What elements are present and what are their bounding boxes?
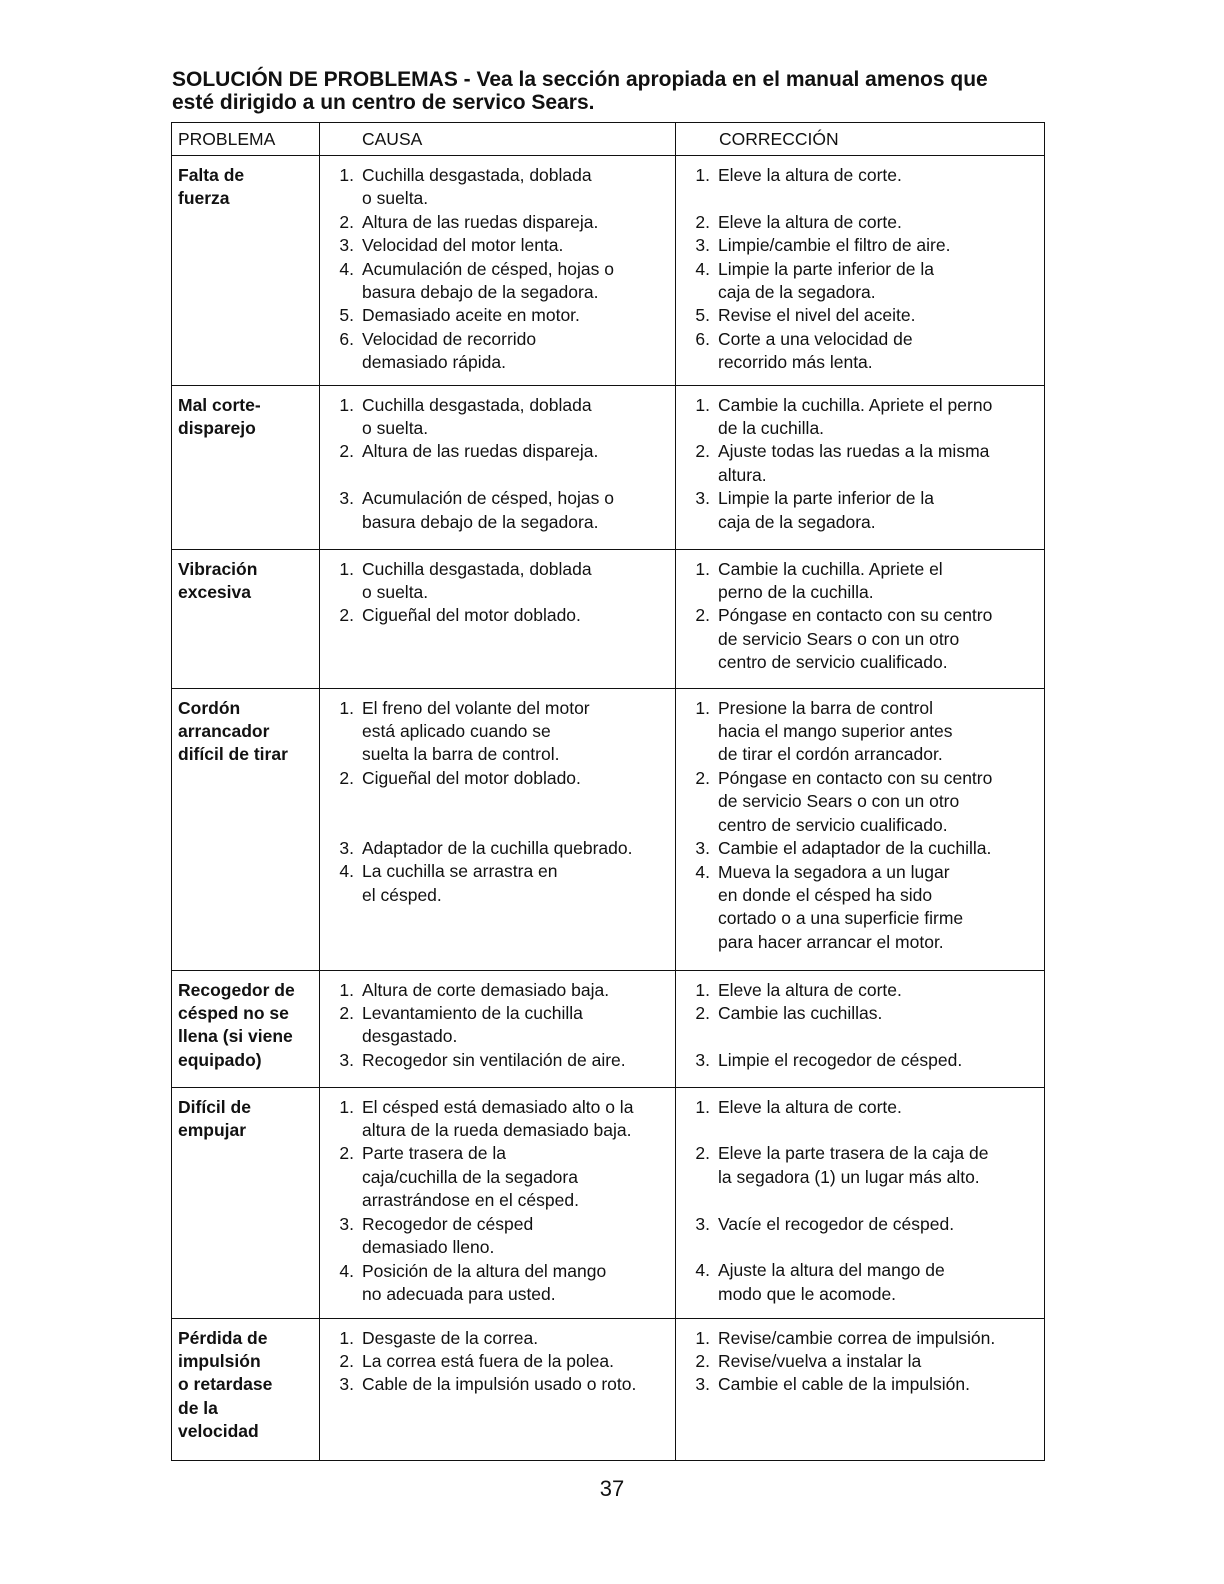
cause-item — [320, 1350, 673, 1373]
header-problema: PROBLEMA — [172, 123, 320, 156]
item-text-line: o suelta. — [362, 418, 429, 439]
item-number: 3. — [339, 235, 354, 256]
item-number: 1. — [695, 697, 710, 718]
correction-item — [676, 837, 1042, 860]
problem-cell — [172, 1087, 320, 1318]
item-number: 1. — [339, 979, 354, 1000]
item-text — [362, 487, 673, 534]
problem-line: Falta de — [178, 165, 245, 185]
item-number: 3. — [695, 488, 710, 509]
cause-item — [320, 164, 673, 211]
item-number: 3. — [695, 235, 710, 256]
item-text-line: recorrido más lenta. — [718, 352, 873, 373]
correction-item — [676, 558, 1042, 605]
item-text — [718, 1002, 1042, 1049]
cause-item — [320, 1002, 673, 1049]
correction-item — [676, 234, 1042, 257]
item-number: 1. — [695, 394, 710, 415]
item-text-line: Limpie/cambie el filtro de aire. — [718, 235, 951, 256]
item-number: 2. — [339, 767, 354, 788]
item-number: 2. — [695, 441, 710, 462]
item-text-line: Acumulación de césped, hojas o — [362, 488, 614, 509]
problem-line: césped no se — [178, 1003, 289, 1024]
correction-item — [676, 304, 1042, 327]
item-text-line: Cuchilla desgastada, doblada — [362, 558, 592, 579]
cause-cell — [320, 156, 676, 386]
correction-cell — [676, 970, 1045, 1087]
item-text-line: de servicio Sears o con un otro — [718, 791, 960, 812]
item-number: 3. — [695, 1213, 710, 1234]
item-number: 1. — [695, 979, 710, 1000]
item-text-line: Revise/vuelva a instalar la — [718, 1351, 922, 1372]
item-text — [718, 1259, 1042, 1306]
item-text-line: Velocidad del motor lenta. — [362, 235, 564, 256]
item-text-line: basura debajo de la segadora. — [362, 511, 599, 532]
item-number: 3. — [695, 838, 710, 859]
item-number: 4. — [695, 1260, 710, 1281]
table-row — [172, 385, 1045, 549]
item-number: 1. — [339, 1096, 354, 1117]
item-text-line: la segadora (1) un lugar más alto. — [718, 1166, 980, 1187]
item-text-line: demasiado rápida. — [362, 352, 506, 373]
item-text — [718, 440, 1042, 487]
problem-line: Difícil de — [178, 1096, 251, 1117]
problem-cell — [172, 1318, 320, 1460]
item-number: 6. — [695, 328, 710, 349]
problem-cell — [172, 688, 320, 970]
item-text-line: centro de servicio cualificado. — [718, 652, 948, 673]
item-text — [362, 1213, 673, 1260]
item-text-line: en donde el césped ha sido — [718, 884, 933, 905]
item-text-line: Desgaste de la correa. — [362, 1327, 539, 1348]
item-text-line: perno de la cuchilla. — [718, 582, 874, 603]
item-text-line — [718, 1189, 1042, 1212]
problem-line: Recogedor de — [178, 979, 295, 1000]
item-text-line: Ajuste todas las ruedas a la misma — [718, 441, 990, 462]
item-text-line: de tirar el cordón arrancador. — [718, 744, 943, 765]
problem-line: Mal corte- — [178, 394, 261, 415]
item-text — [718, 211, 1042, 234]
item-text-line: Cuchilla desgastada, doblada — [362, 165, 592, 185]
item-text — [362, 837, 673, 860]
correction-item — [676, 1259, 1042, 1306]
cause-item — [320, 1327, 673, 1350]
correction-item — [676, 487, 1042, 534]
item-text-line: caja de la segadora. — [718, 511, 876, 532]
item-text-line — [362, 790, 673, 813]
correction-item — [676, 979, 1042, 1002]
correction-item — [676, 1327, 1042, 1350]
item-number: 5. — [339, 305, 354, 326]
header-correccion: CORRECCIÓN — [676, 123, 1045, 156]
item-text-line: Parte trasera de la — [362, 1143, 506, 1164]
title-line-1: SOLUCIÓN DE PROBLEMAS - Vea la sección apropiada en el manual amenos que — [172, 68, 988, 91]
problem-line: velocidad — [178, 1421, 259, 1442]
cause-cell — [320, 385, 676, 549]
item-number: 2. — [695, 1351, 710, 1372]
item-text — [362, 604, 673, 627]
item-number: 4. — [339, 1260, 354, 1281]
item-number: 1. — [339, 1327, 354, 1348]
table-row — [172, 156, 1045, 386]
cause-item — [320, 1213, 673, 1260]
item-number: 4. — [695, 258, 710, 279]
item-text — [718, 234, 1042, 257]
item-text — [362, 440, 673, 487]
item-number: 3. — [695, 1374, 710, 1395]
item-text-line: Altura de las ruedas dispareja. — [362, 211, 599, 232]
correction-item — [676, 1002, 1042, 1049]
item-text — [718, 1213, 1042, 1260]
problem-line: llena (si viene — [178, 1026, 293, 1047]
problem-line: equipado) — [178, 1049, 262, 1070]
item-text — [718, 487, 1042, 534]
cause-item — [320, 697, 673, 767]
problem-line: impulsión — [178, 1351, 261, 1372]
item-text-line: altura de la rueda demasiado baja. — [362, 1120, 632, 1141]
item-text — [362, 1142, 673, 1212]
correction-cell — [676, 156, 1045, 386]
item-number: 5. — [695, 305, 710, 326]
item-text-line: Revise el nivel del aceite. — [718, 305, 916, 326]
item-text — [362, 164, 673, 211]
item-text-line: modo que le acomode. — [718, 1283, 897, 1304]
item-text-line: Ajuste la altura del mango de — [718, 1260, 945, 1281]
item-number: 4. — [339, 258, 354, 279]
item-text-line: caja de la segadora. — [718, 282, 876, 303]
cause-item — [320, 604, 673, 627]
correction-cell — [676, 549, 1045, 688]
item-text-line: Eleve la parte trasera de la caja de — [718, 1143, 989, 1164]
item-number: 2. — [339, 441, 354, 462]
item-number: 2. — [339, 605, 354, 626]
item-text — [362, 767, 673, 837]
item-text — [718, 697, 1042, 767]
item-text-line: El césped está demasiado alto o la — [362, 1096, 634, 1117]
cause-item — [320, 328, 673, 375]
item-text — [362, 394, 673, 441]
item-text — [362, 1373, 673, 1396]
item-number: 2. — [695, 605, 710, 626]
item-text-line — [718, 1025, 1042, 1048]
item-text-line: basura debajo de la segadora. — [362, 282, 599, 303]
item-text-line: Cambie las cuchillas. — [718, 1003, 883, 1024]
item-text — [362, 1049, 673, 1072]
item-number: 3. — [339, 838, 354, 859]
correction-item — [676, 1049, 1042, 1072]
title-line-2: esté dirigido a un centro de servico Sears. — [172, 91, 595, 114]
item-text-line: cortado o a una superficie firme — [718, 908, 964, 929]
item-text — [718, 1142, 1042, 1212]
item-text-line: demasiado lleno. — [362, 1237, 495, 1258]
item-text — [718, 304, 1042, 327]
item-text — [362, 558, 673, 605]
item-text — [718, 604, 1042, 674]
cause-item — [320, 304, 673, 327]
problem-line: de la — [178, 1397, 218, 1418]
correction-item — [676, 604, 1042, 674]
item-text — [718, 394, 1042, 441]
item-text — [362, 979, 673, 1002]
cause-item — [320, 1260, 673, 1307]
item-number: 1. — [695, 1096, 710, 1117]
item-text — [718, 861, 1042, 955]
item-text-line: para hacer arrancar el motor. — [718, 931, 944, 952]
item-number: 3. — [695, 1049, 710, 1070]
item-text — [718, 1373, 1042, 1396]
item-text-line: Altura de las ruedas dispareja. — [362, 441, 599, 462]
correction-cell — [676, 1087, 1045, 1318]
item-text-line: Recogedor sin ventilación de aire. — [362, 1049, 626, 1070]
item-text — [362, 1350, 673, 1373]
cause-item — [320, 1049, 673, 1072]
header-causa: CAUSA — [320, 123, 676, 156]
problem-line: empujar — [178, 1120, 247, 1141]
correction-cell — [676, 1318, 1045, 1460]
item-number: 2. — [695, 211, 710, 232]
item-text — [362, 1096, 673, 1143]
cause-item — [320, 558, 673, 605]
problem-line: o retardase — [178, 1374, 273, 1395]
item-text — [718, 837, 1042, 860]
item-text-line: El freno del volante del motor — [362, 697, 590, 718]
table-row — [172, 549, 1045, 688]
item-text-line: Demasiado aceite en motor. — [362, 305, 580, 326]
item-text-line: Cambie el adaptador de la cuchilla. — [718, 838, 992, 859]
item-number: 3. — [339, 1374, 354, 1395]
item-text-line: Corte a una velocidad de — [718, 328, 913, 349]
correction-item — [676, 697, 1042, 767]
item-text — [718, 767, 1042, 837]
cause-cell — [320, 688, 676, 970]
cause-cell — [320, 970, 676, 1087]
problem-line: excesiva — [178, 582, 251, 603]
item-text-line — [362, 464, 673, 487]
item-number: 1. — [695, 165, 710, 185]
problem-cell — [172, 549, 320, 688]
item-text — [718, 328, 1042, 375]
item-text-line: está aplicado cuando se — [362, 721, 551, 742]
item-text-line: hacia el mango superior antes — [718, 721, 953, 742]
table-row — [172, 1087, 1045, 1318]
item-number: 2. — [339, 1003, 354, 1024]
item-number: 2. — [339, 1351, 354, 1372]
item-number: 2. — [695, 1143, 710, 1164]
problem-line: difícil de tirar — [178, 744, 288, 765]
item-text-line: desgastado. — [362, 1026, 458, 1047]
correction-item — [676, 440, 1042, 487]
item-text-line: no adecuada para usted. — [362, 1283, 556, 1304]
problem-line: Pérdida de — [178, 1327, 268, 1348]
item-text-line: de servicio Sears o con un otro — [718, 628, 960, 649]
correction-item — [676, 1350, 1042, 1373]
problem-line: disparejo — [178, 418, 256, 439]
troubleshooting-table — [171, 122, 1045, 1461]
item-text-line: Póngase en contacto con su centro — [718, 605, 993, 626]
item-text-line: Eleve la altura de corte. — [718, 1096, 902, 1117]
problem-cell — [172, 970, 320, 1087]
table-row — [172, 688, 1045, 970]
correction-item — [676, 394, 1042, 441]
item-text-line: Cambie la cuchilla. Apriete el — [718, 558, 943, 579]
item-text — [718, 979, 1042, 1002]
correction-item — [676, 861, 1042, 955]
item-text-line: Recogedor de césped — [362, 1213, 534, 1234]
item-text-line: Cigueñal del motor doblado. — [362, 767, 581, 788]
item-text-line: Cambie el cable de la impulsión. — [718, 1374, 970, 1395]
item-text — [362, 1002, 673, 1049]
item-text-line: arrastrándose en el césped. — [362, 1190, 579, 1211]
problem-cell — [172, 156, 320, 386]
item-text — [362, 234, 673, 257]
item-text — [362, 258, 673, 305]
item-text-line: Cambie la cuchilla. Apriete el perno — [718, 394, 993, 415]
cause-item — [320, 1142, 673, 1212]
correction-item — [676, 1213, 1042, 1260]
item-text-line: o suelta. — [362, 188, 429, 209]
item-text-line: o suelta. — [362, 582, 429, 603]
cause-item — [320, 258, 673, 305]
item-text — [718, 1096, 1042, 1143]
item-text-line: el césped. — [362, 884, 442, 905]
item-text — [718, 258, 1042, 305]
item-number: 6. — [339, 328, 354, 349]
item-text-line: Eleve la altura de corte. — [718, 165, 902, 185]
item-text-line: Vacíe el recogedor de césped. — [718, 1213, 955, 1234]
item-text-line: La cuchilla se arrastra en — [362, 861, 558, 882]
cause-item — [320, 1373, 673, 1396]
item-text — [362, 1327, 673, 1350]
item-text — [718, 1049, 1042, 1072]
item-text — [362, 697, 673, 767]
item-text — [362, 211, 673, 234]
item-text-line: suelta la barra de control. — [362, 744, 560, 765]
cause-item — [320, 767, 673, 837]
item-text — [362, 328, 673, 375]
item-text-line: caja/cuchilla de la segadora — [362, 1166, 578, 1187]
item-text-line: Limpie el recogedor de césped. — [718, 1049, 963, 1070]
cause-item — [320, 837, 673, 860]
table-row — [172, 970, 1045, 1087]
item-text — [718, 164, 1042, 211]
correction-item — [676, 328, 1042, 375]
item-number: 2. — [695, 1003, 710, 1024]
item-text — [362, 1260, 673, 1307]
item-text-line: La correa está fuera de la polea. — [362, 1351, 614, 1372]
page-title — [172, 68, 1052, 114]
item-number: 1. — [339, 165, 354, 185]
correction-cell — [676, 688, 1045, 970]
cause-item — [320, 979, 673, 1002]
problem-cell — [172, 385, 320, 549]
item-text-line: Revise/cambie correa de impulsión. — [718, 1327, 996, 1348]
item-number: 4. — [339, 861, 354, 882]
item-number: 3. — [339, 1049, 354, 1070]
item-text-line — [718, 1236, 1042, 1259]
item-text-line — [718, 1119, 1042, 1142]
item-text-line: Cigueñal del motor doblado. — [362, 605, 581, 626]
item-number: 1. — [695, 558, 710, 579]
cause-item — [320, 234, 673, 257]
table-row — [172, 1318, 1045, 1460]
cause-item — [320, 487, 673, 534]
cause-cell — [320, 549, 676, 688]
problem-line: Vibración — [178, 558, 258, 579]
cause-item — [320, 1096, 673, 1143]
cause-item — [320, 394, 673, 441]
item-text-line: de la cuchilla. — [718, 418, 825, 439]
item-number: 1. — [339, 394, 354, 415]
item-text-line: Eleve la altura de corte. — [718, 979, 902, 1000]
item-text — [718, 1350, 1042, 1373]
correction-item — [676, 1373, 1042, 1396]
correction-item — [676, 211, 1042, 234]
correction-item — [676, 1142, 1042, 1212]
cause-item — [320, 211, 673, 234]
correction-cell — [676, 385, 1045, 549]
page-number: 37 — [599, 1476, 625, 1501]
cause-cell — [320, 1318, 676, 1460]
item-text — [718, 1327, 1042, 1350]
item-number: 3. — [339, 1213, 354, 1234]
correction-item — [676, 1096, 1042, 1143]
item-number: 3. — [339, 488, 354, 509]
item-text-line: Altura de corte demasiado baja. — [362, 979, 610, 1000]
item-text-line: centro de servicio cualificado. — [718, 814, 948, 835]
cause-cell — [320, 1087, 676, 1318]
item-text-line: Limpie la parte inferior de la — [718, 488, 934, 509]
item-text-line: Cable de la impulsión usado o roto. — [362, 1374, 637, 1395]
item-text-line: Posición de la altura del mango — [362, 1260, 607, 1281]
correction-item — [676, 164, 1042, 211]
problem-line: Cordón — [178, 697, 241, 718]
correction-item — [676, 258, 1042, 305]
item-text-line: Póngase en contacto con su centro — [718, 767, 993, 788]
cause-item — [320, 860, 673, 907]
correction-item — [676, 767, 1042, 837]
item-text — [362, 860, 673, 907]
item-text-line: Adaptador de la cuchilla quebrado. — [362, 838, 633, 859]
item-text-line: Acumulación de césped, hojas o — [362, 258, 614, 279]
item-text-line: Presione la barra de control — [718, 697, 933, 718]
item-text-line: Levantamiento de la cuchilla — [362, 1003, 583, 1024]
cause-item — [320, 440, 673, 487]
item-text-line: Velocidad de recorrido — [362, 328, 537, 349]
item-number: 1. — [695, 1327, 710, 1348]
item-text-line: Eleve la altura de corte. — [718, 211, 902, 232]
item-text — [362, 304, 673, 327]
item-text-line: Mueva la segadora a un lugar — [718, 861, 950, 882]
item-text-line: Cuchilla desgastada, doblada — [362, 394, 592, 415]
item-text-line: altura. — [718, 464, 767, 485]
item-number: 2. — [339, 1143, 354, 1164]
item-text-line: Limpie la parte inferior de la — [718, 258, 934, 279]
item-number: 2. — [695, 767, 710, 788]
item-text-line — [362, 814, 673, 837]
item-text-line — [718, 187, 1042, 210]
problem-line: fuerza — [178, 188, 230, 209]
item-number: 2. — [339, 211, 354, 232]
table-header-row — [172, 123, 1045, 156]
problem-line: arrancador — [178, 721, 270, 742]
item-text — [718, 558, 1042, 605]
item-number: 1. — [339, 558, 354, 579]
item-number: 4. — [695, 861, 710, 882]
item-number: 1. — [339, 697, 354, 718]
